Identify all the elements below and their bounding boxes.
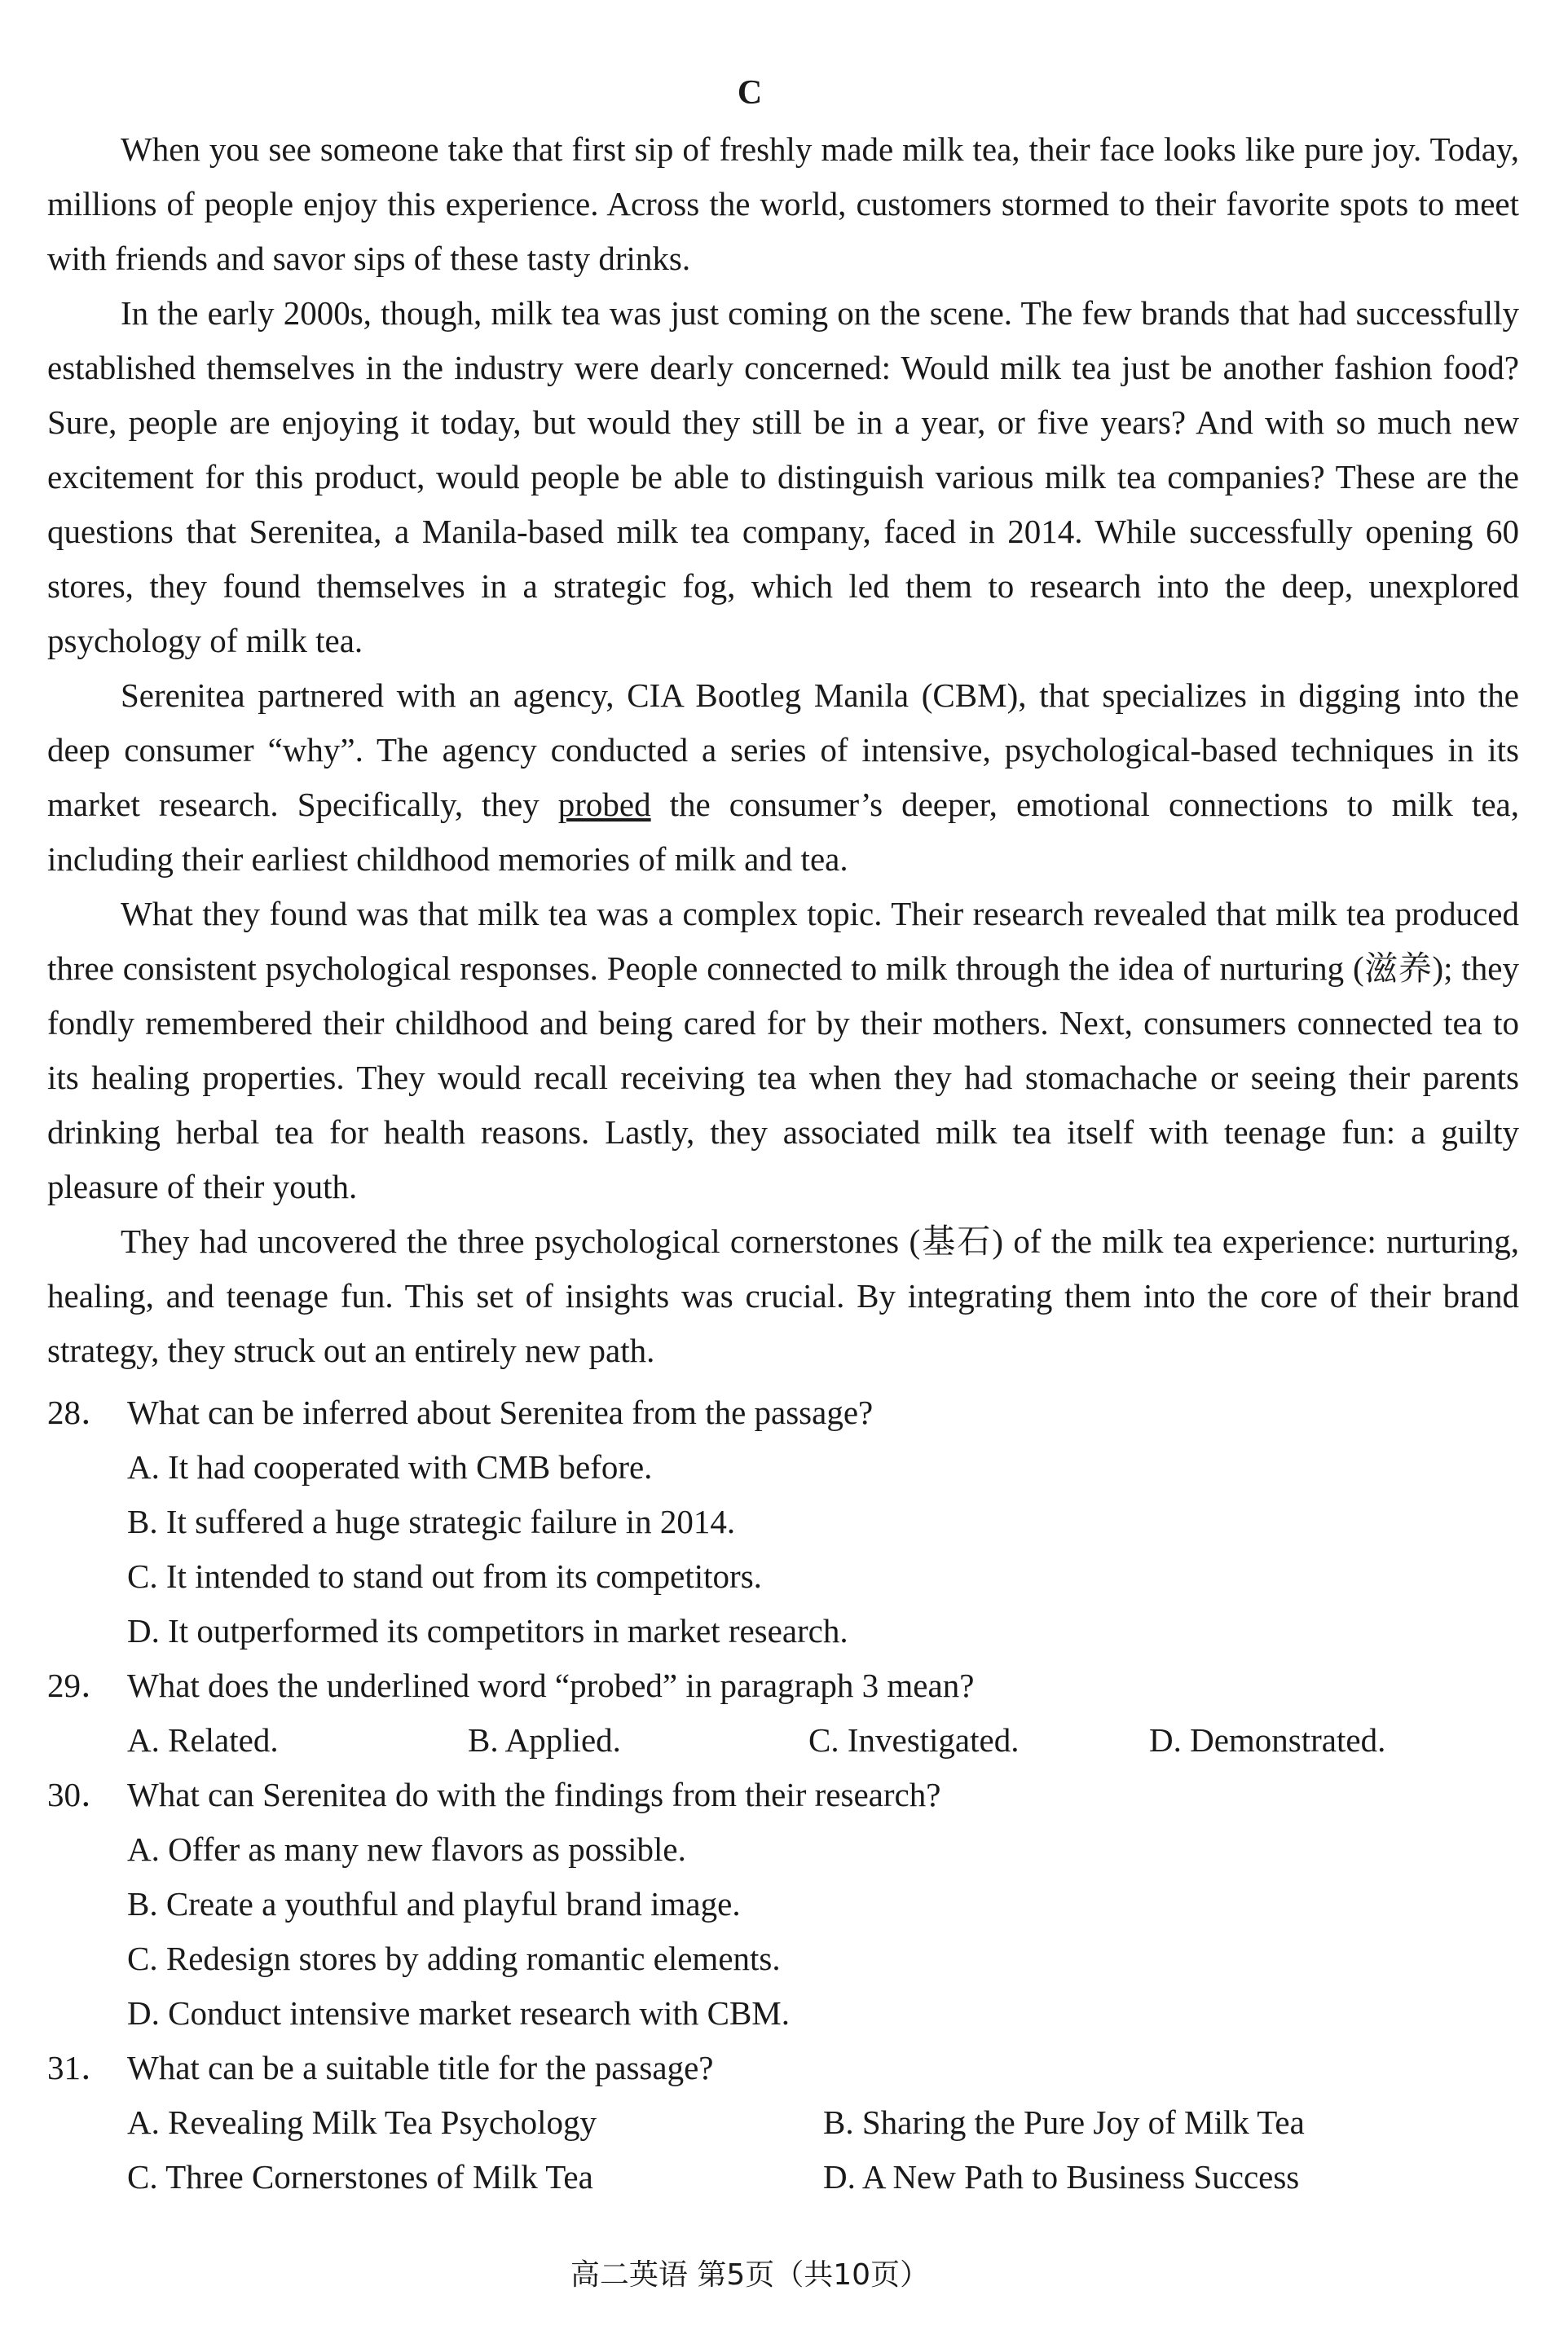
- passage-paragraph-4: What they found was that milk tea was a complex topic. Their research revealed that milk tea produced three consistent psychological responses. People connected to milk through the idea of nurturing (滋养); they fondly remembered their childhood and being cared for by their mothers. Next, consumers connected tea to its healing properties. They would recall receiving tea when they had stomachache or seeing their parents drinking herbal tea for health reasons. Lastly, they associated milk tea itself with teenage fun: a guilty pleasure of their youth.: [47, 895, 1519, 1205]
- passage-paragraph-5: They had uncovered the three psychological cornerstones (基石) of the milk tea experience: nurturing, healing, and teenage fun. This set of insights was crucial. By integrating them into the core of their brand strategy, they struck out an entirely new path.: [47, 1222, 1519, 1369]
- reading-passage: [47, 122, 1519, 1378]
- paragraph-3-text-after: the consumer’s deeper, emotional connections to milk tea, including their earliest childhood memories of milk and tea.: [47, 786, 1519, 878]
- question-stem: What can be inferred about Serenitea from the passage?: [127, 1394, 874, 1431]
- passage-paragraph-2: In the early 2000s, though, milk tea was just coming on the scene. The few brands that had successfully established themselves in the industry were dearly concerned: Would milk tea just be another fashion food? Sure, people are enjoying it today, but would they still be in a year, or five years? And with so much new excitement for this product, would people be able to distinguish various milk tea companies? These are the questions that Serenitea, a Manila-based milk tea company, faced in 2014. While successfully opening 60 stores, they found themselves in a strategic fog, which led them to research into the deep, unexplored psychology of milk tea.: [47, 294, 1519, 659]
- option-d: D. Demonstrated.: [1149, 1721, 1386, 1759]
- option-a: A. It had cooperated with CMB before.: [127, 1448, 653, 1486]
- question-30: [47, 1768, 1519, 1822]
- option-row: [47, 2095, 1519, 2150]
- question-stem: What can Serenitea do with the findings from their research?: [127, 1776, 941, 1813]
- option-d: D. Conduct intensive market research with CBM.: [127, 1994, 790, 2032]
- question-number: 31．: [47, 2049, 114, 2086]
- question-stem: What does the underlined word “probed” in paragraph 3 mean?: [127, 1667, 975, 1704]
- question-28: [47, 1385, 1519, 1440]
- page-footer: 高二英语 第5页（共10页）: [570, 2258, 930, 2292]
- option-a: A. Revealing Milk Tea Psychology: [127, 2103, 597, 2141]
- question-number: 29．: [47, 1667, 114, 1704]
- option-a: A. Offer as many new flavors as possible.: [127, 1830, 686, 1868]
- question-number: 28．: [47, 1394, 114, 1431]
- option-d: D. A New Path to Business Success: [823, 2158, 1300, 2196]
- option-a: A. Related.: [127, 1721, 279, 1759]
- question-stem: What can be a suitable title for the passage?: [127, 2049, 714, 2086]
- option-row: [47, 2150, 1519, 2205]
- question-list: [47, 1385, 1519, 2205]
- option-d: D. It outperformed its competitors in market research.: [127, 1612, 848, 1650]
- underlined-word-probed: probed: [557, 786, 651, 823]
- option-b: B. Applied.: [468, 1721, 621, 1759]
- passage-paragraph-3: [47, 668, 1519, 887]
- question-number: 30．: [47, 1776, 114, 1813]
- option-b: B. It suffered a huge strategic failure in 2014.: [127, 1503, 736, 1540]
- question-29: [47, 1658, 1519, 1713]
- section-heading: C: [737, 74, 763, 112]
- question-31: [47, 2041, 1519, 2095]
- option-c: C. It intended to stand out from its competitors.: [127, 1557, 762, 1595]
- option-c: C. Three Cornerstones of Milk Tea: [127, 2158, 593, 2196]
- option-c: C. Redesign stores by adding romantic elements.: [127, 1940, 781, 1977]
- passage-paragraph-1: When you see someone take that first sip of freshly made milk tea, their face looks like pure joy. Today, millions of people enjoy this experience. Across the world, customers stormed to their favorite spots to meet with friends and savor sips of these tasty drinks.: [47, 130, 1519, 277]
- option-b: B. Sharing the Pure Joy of Milk Tea: [823, 2103, 1305, 2141]
- option-c: C. Investigated.: [808, 1721, 1020, 1759]
- paragraph-3-text-before: Serenitea partnered with an agency, CIA Bootleg Manila (CBM), that specializes in digging into the deep consumer “why”. The agency conducted a series of intensive, psychological-based techniques in its market research. Specifically, they: [47, 676, 1519, 823]
- option-row: [47, 1713, 1519, 1768]
- option-b: B. Create a youthful and playful brand image.: [127, 1885, 741, 1923]
